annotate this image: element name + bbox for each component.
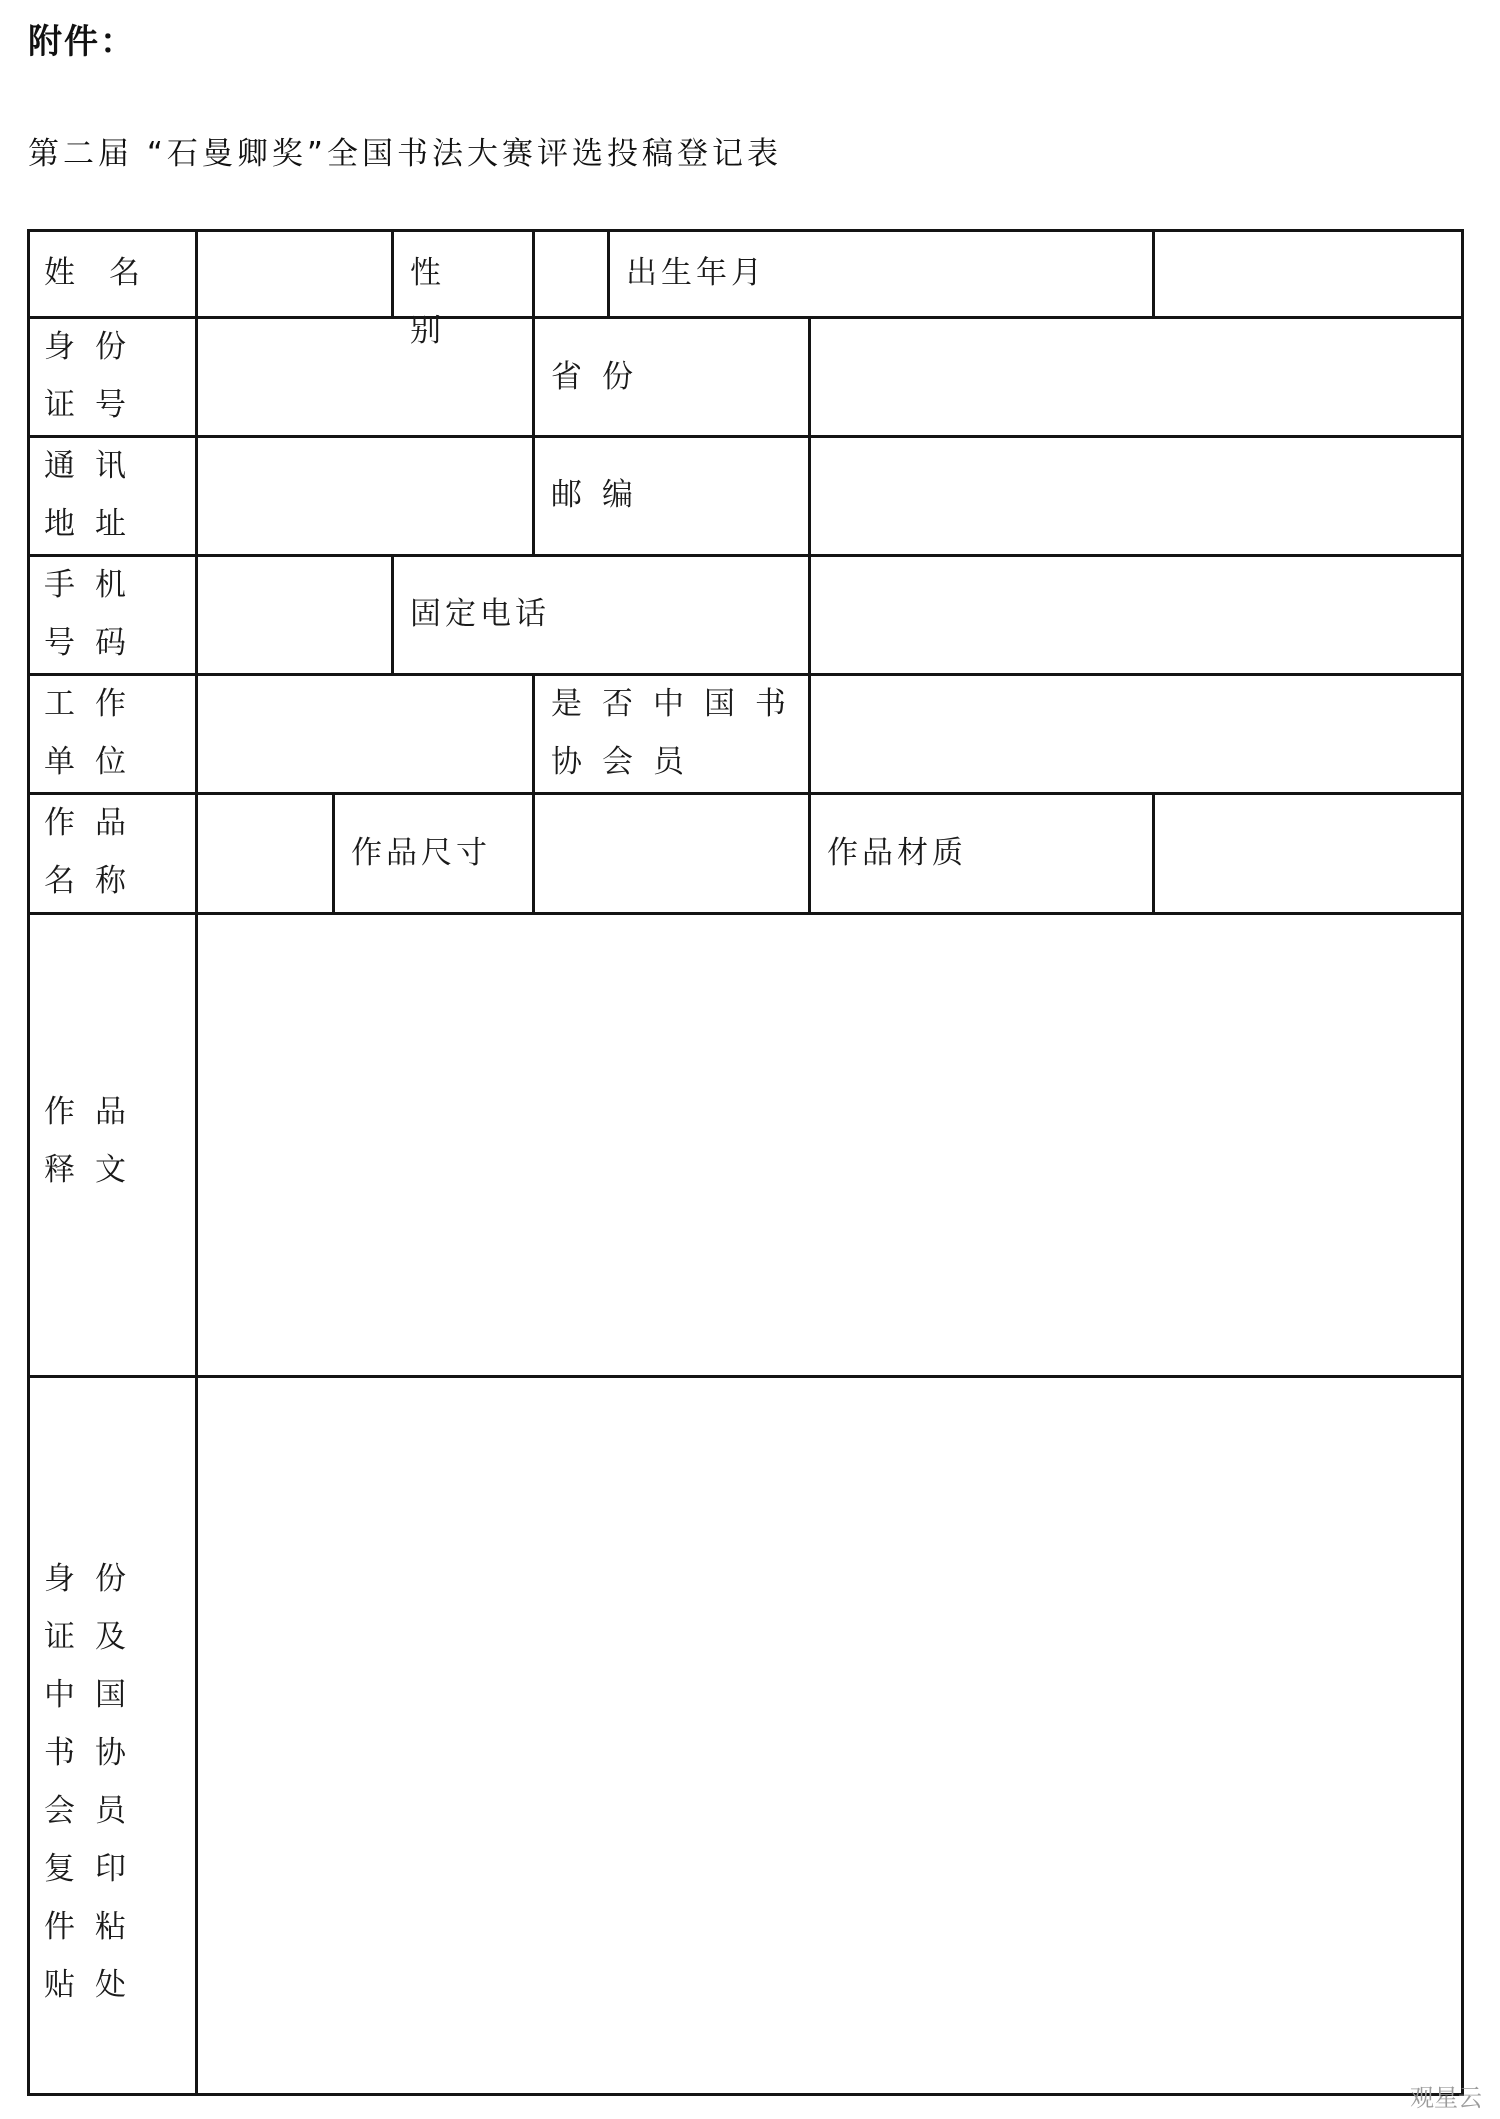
association-member-field[interactable] (811, 676, 1461, 792)
table-border-right (1461, 229, 1464, 2096)
name-field[interactable] (198, 232, 391, 316)
postcode-field[interactable] (811, 438, 1461, 554)
col-divider (607, 229, 610, 318)
label-work-material: 作品材质 (827, 835, 967, 871)
label-association-member: 是否中国书协会员 (551, 686, 806, 780)
work-text-field[interactable] (198, 915, 1461, 1375)
id-copy-paste-field[interactable] (198, 1378, 1461, 2093)
label-id-copy-paste-area: 身份证及中国书协会员复印件粘贴处 (44, 1561, 146, 2003)
address-field[interactable] (198, 438, 532, 554)
work-material-field[interactable] (1155, 795, 1461, 912)
form-title: 第二届 “石曼卿奖”全国书法大赛评选投稿登记表 (28, 136, 782, 172)
work-title-field[interactable] (198, 795, 332, 912)
province-field[interactable] (811, 319, 1461, 435)
col-divider (391, 229, 394, 318)
work-size-field[interactable] (535, 795, 808, 912)
table-border-bottom (27, 2093, 1464, 2096)
landline-field[interactable] (811, 557, 1461, 673)
col-divider (532, 316, 535, 556)
label-mobile: 手机号码 (44, 567, 146, 661)
col-divider (808, 792, 811, 914)
label-province: 省份 (551, 359, 653, 395)
employer-field[interactable] (198, 676, 532, 792)
watermark: 观星云 (1410, 2084, 1482, 2112)
col-divider (332, 792, 335, 914)
col-divider (532, 673, 535, 794)
label-work-title: 作品名称 (44, 805, 146, 899)
label-id-number: 身份证号 (44, 329, 146, 423)
label-birth-date: 出生年月 (626, 255, 766, 291)
label-gender: 性别 (410, 255, 475, 349)
label-landline: 固定电话 (410, 596, 550, 632)
birth-date-field[interactable] (1155, 232, 1461, 316)
col-divider (391, 554, 394, 675)
label-address: 通讯地址 (44, 448, 146, 542)
mobile-field[interactable] (198, 557, 391, 673)
id-number-field[interactable] (198, 319, 532, 435)
label-work-text: 作品释文 (44, 1094, 146, 1188)
attachment-label: 附件： (28, 22, 136, 62)
label-name: 姓名 (44, 255, 174, 291)
gender-field[interactable] (535, 232, 607, 316)
label-postcode: 邮编 (551, 477, 653, 513)
label-work-size: 作品尺寸 (351, 835, 491, 871)
label-employer: 工作单位 (44, 686, 146, 780)
table-border-left (27, 229, 30, 2096)
